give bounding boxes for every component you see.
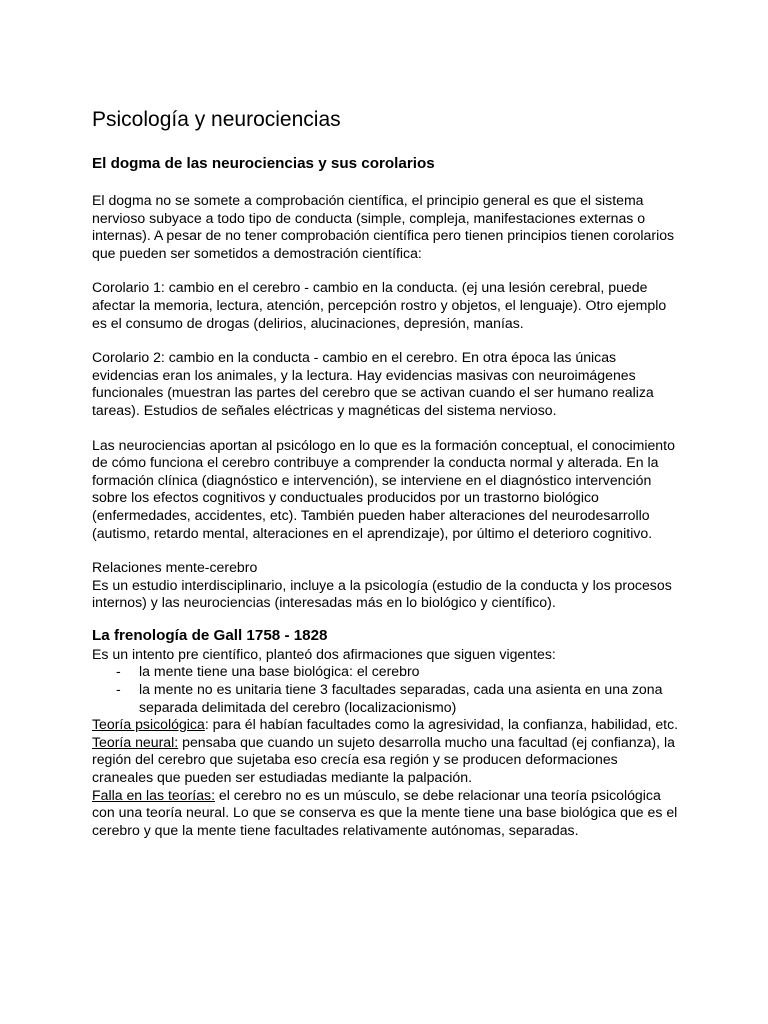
label-falla-teorias: Falla en las teorías: (92, 786, 215, 803)
paragraph-relaciones: Es un estudio interdisciplinario, incluye a la psicología (estudio de la conducta y los procesos internos) y las neurociencias (interesadas más en lo biológico y científico). (92, 576, 672, 611)
paragraph-teoria-psicologica (92, 716, 682, 734)
list-item-text: la mente no es unitaria tiene 3 facultades separadas, cada una asienta en una zona separada delimitada del cerebro (localizacionismo) (139, 681, 663, 715)
label-teoria-psicologica: Teoría psicológica (92, 716, 205, 733)
paragraph-aportes: Las neurociencias aportan al psicólogo en lo que es la formación conceptual, el conocimiento de cómo funciona el cerebro contribuye a comprender la conducta normal y alterada. En la formación clínica (diagnóstico e intervención), se interviene en el diagnóstico intervención sobre los efectos cognitivos y conductuales producidos por un trastorno biológico (enfermedades, accidentes, etc). También pueden haber alteraciones del neurodesarrollo (autismo, retardo mental, alteraciones en el aprendizaje), por último el deterioro cognitivo. (92, 436, 675, 541)
text-teoria-neural: pensaba que cuando un sujeto desarrolla mucho una facultad (ej confianza), la región del cerebro que sujetaba eso crecía esa región y se producen deformaciones craneales que pueden ser estudiadas mediante la palpación. (92, 733, 675, 786)
section-heading-dogma: El dogma de las neurociencias y sus corolarios (92, 155, 435, 172)
paragraph-teoria-neural (92, 734, 682, 787)
paragraph-corolario-2: Corolario 2: cambio en la conducta - cambio en el cerebro. En otra época las únicas evidencias eran los animales, y la lectura. Hay evidencias masivas con neuroimágenes funcionales (muestran las partes del cerebro que se activan cuando el ser humano realiza tareas). Estudios de señales eléctricas y magnéticas del sistema nervioso. (92, 349, 654, 418)
dash-bullet: - (116, 681, 121, 698)
list-item (92, 663, 682, 681)
frenologia-list (92, 663, 682, 716)
document-title: Psicología y neurociencias (92, 108, 341, 131)
dash-bullet: - (116, 663, 121, 680)
paragraph-falla-teorias (92, 787, 682, 840)
paragraph-dogma: El dogma no se somete a comprobación científica, el principio general es que el sistema nervioso subyace a todo tipo de conducta (simple, compleja, manifestaciones externas o internas). A pesar de no tener comprobación científica pero tienen principios tienen corolarios que pueden ser sometidos a demostración científica: (92, 192, 675, 261)
document-page (92, 106, 682, 839)
list-item-text: la mente tiene una base biológica: el cerebro (139, 663, 420, 680)
paragraph-frenologia-intro: Es un intento pre científico, planteó dos afirmaciones que siguen vigentes: (92, 645, 556, 662)
text-falla-teorias: el cerebro no es un músculo, se debe relacionar una teoría psicológica con una teoría neural. Lo que se conserva es que la mente tiene una base biológica que es el cerebro y que la mente tiene facultades relativamente autónomas, separadas. (92, 786, 678, 838)
section-heading-frenologia: La frenología de Gall 1758 - 1828 (92, 626, 328, 644)
label-relaciones-mente-cerebro: Relaciones mente-cerebro (92, 559, 258, 576)
label-teoria-neural: Teoría neural: (92, 733, 179, 750)
text-teoria-psicologica: : para él habían facultades como la agresividad, la confianza, habilidad, etc. (204, 716, 679, 733)
paragraph-corolario-1: Corolario 1: cambio en el cerebro - cambio en la conducta. (ej una lesión cerebral, puede afectar la memoria, lectura, atención, percepción rostro y objetos, el lenguaje). Otro ejemplo es el consumo de drogas (delirios, alucinaciones, depresión, manías. (92, 279, 667, 331)
list-item (92, 681, 682, 716)
